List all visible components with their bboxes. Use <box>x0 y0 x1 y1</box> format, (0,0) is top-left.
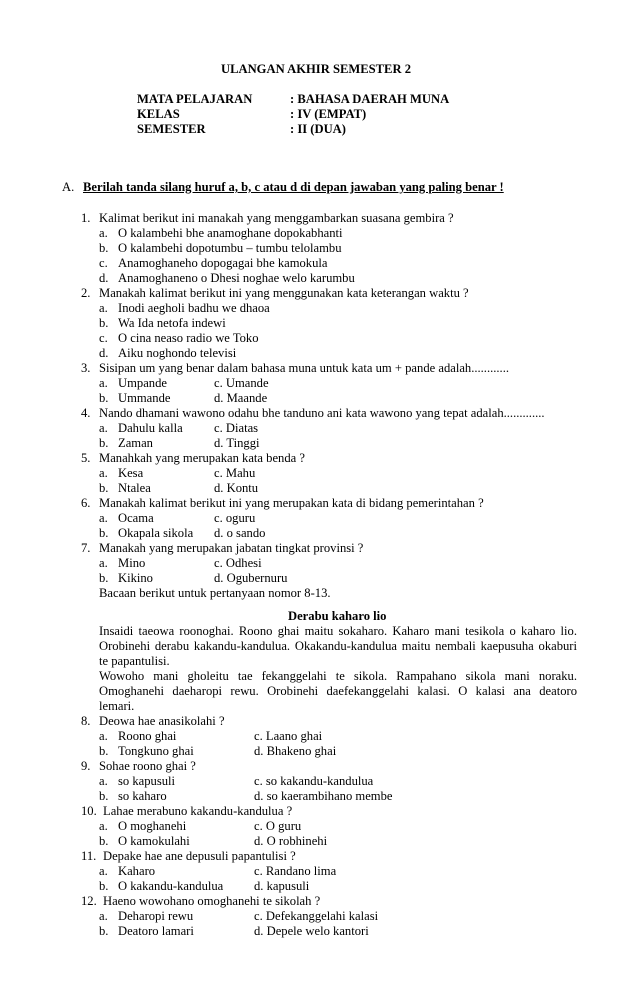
option-text: Deharopi rewu <box>118 909 194 923</box>
option-letter: b. <box>99 834 109 848</box>
option-text: c. O guru <box>254 819 302 833</box>
option-text: c. Defekanggelahi kalasi <box>254 909 379 923</box>
question-number: 12. <box>81 894 97 908</box>
option-text: d. Ogubernuru <box>214 571 288 585</box>
section-letter: A. <box>62 180 75 194</box>
option-letter: b. <box>99 526 109 540</box>
reading-p1-line: Orobinehi derabu kakandu-kandulua. Okakandu-kandulua maitu nembali kaepusuha okaburi <box>99 639 577 653</box>
option-text: Kikino <box>118 571 153 585</box>
option-letter: a. <box>99 301 108 315</box>
info-value-semester: : II (DUA) <box>290 122 346 136</box>
option-text: c. Mahu <box>214 466 256 480</box>
option-text: O kalambehi dopotumbu – tumbu telolambu <box>118 241 342 255</box>
option-text: so kaharo <box>118 789 167 803</box>
option-text: O moghanehi <box>118 819 187 833</box>
option-text: c. Odhesi <box>214 556 262 570</box>
option-text: c. Laano ghai <box>254 729 323 743</box>
question-text: Sisipan um yang benar dalam bahasa muna untuk kata um + pande adalah............ <box>99 361 509 375</box>
option-text: Kesa <box>118 466 144 480</box>
option-text: c. Randano lima <box>254 864 337 878</box>
option-text: O kalambehi bhe anamoghane dopokabhanti <box>118 226 343 240</box>
reading-p1-line: Insaidi taeowa roonoghai. Roono ghai maitu sokaharo. Kaharo mani tesikola o kaharo lio. <box>99 624 577 638</box>
reading-p2-line: Omoghanehi daeharopi rewu. Orobinehi daefekanggelahi kalasi. O kalasi ana deatoro <box>99 684 577 698</box>
option-text: O cina neaso radio we Toko <box>118 331 259 345</box>
option-text: Wa Ida netofa indewi <box>118 316 226 330</box>
option-text: Anamoghaneho dopogagai bhe kamokula <box>118 256 328 270</box>
option-text: d. Tinggi <box>214 436 260 450</box>
option-text: c. oguru <box>214 511 256 525</box>
reading-intro: Bacaan berikut untuk pertanyaan nomor 8-13. <box>99 586 331 600</box>
option-text: Deatoro lamari <box>118 924 194 938</box>
option-text: d. Kontu <box>214 481 259 495</box>
question-number: 2. <box>81 286 91 300</box>
question-text: Manahkah yang merupakan kata benda ? <box>99 451 305 465</box>
option-letter: a. <box>99 376 108 390</box>
option-text: d. O robhinehi <box>254 834 328 848</box>
question-text: Depake hae ane depusuli papantulisi ? <box>103 849 296 863</box>
option-text: d. Maande <box>214 391 268 405</box>
option-text: Aiku noghondo televisi <box>118 346 237 360</box>
page-title: ULANGAN AKHIR SEMESTER 2 <box>221 62 411 76</box>
option-text: so kapusuli <box>118 774 176 788</box>
option-letter: a. <box>99 774 108 788</box>
option-letter: a. <box>99 226 108 240</box>
info-label-class: KELAS <box>137 107 180 121</box>
question-text: Deowa hae anasikolahi ? <box>99 714 225 728</box>
question-number: 5. <box>81 451 91 465</box>
option-text: O kakandu-kandulua <box>118 879 224 893</box>
option-letter: a. <box>99 511 108 525</box>
option-text: d. Bhakeno ghai <box>254 744 337 758</box>
question-number: 4. <box>81 406 91 420</box>
option-letter: a. <box>99 864 108 878</box>
info-label-semester: SEMESTER <box>137 122 206 136</box>
option-text: Roono ghai <box>118 729 177 743</box>
option-text: d. kapusuli <box>254 879 310 893</box>
option-text: c. Diatas <box>214 421 259 435</box>
reading-p2-line: lemari. <box>99 699 135 713</box>
option-letter: c. <box>99 256 108 270</box>
option-text: Ummande <box>118 391 171 405</box>
option-letter: a. <box>99 421 108 435</box>
option-letter: a. <box>99 909 108 923</box>
option-text: Ocama <box>118 511 154 525</box>
option-letter: b. <box>99 391 109 405</box>
question-number: 6. <box>81 496 91 510</box>
option-letter: d. <box>99 346 109 360</box>
option-letter: a. <box>99 819 108 833</box>
option-letter: b. <box>99 571 109 585</box>
option-text: d. Depele welo kantori <box>254 924 369 938</box>
option-text: Kaharo <box>118 864 156 878</box>
option-text: Inodi aegholi badhu we dhaoa <box>118 301 270 315</box>
question-number: 9. <box>81 759 91 773</box>
question-text: Lahae merabuno kakandu-kandulua ? <box>103 804 293 818</box>
option-text: Mino <box>118 556 146 570</box>
info-value-subject: : BAHASA DAERAH MUNA <box>290 92 450 106</box>
option-letter: a. <box>99 556 108 570</box>
option-text: c. so kakandu-kandulua <box>254 774 374 788</box>
option-letter: b. <box>99 924 109 938</box>
option-text: Tongkuno ghai <box>118 744 194 758</box>
question-number: 11. <box>81 849 97 863</box>
question-number: 10. <box>81 804 97 818</box>
question-number: 3. <box>81 361 91 375</box>
option-text: Okapala sikola <box>118 526 194 540</box>
question-text: Manakah kalimat berikut ini yang merupakan kata di bidang pemerintahan ? <box>99 496 484 510</box>
question-number: 1. <box>81 211 91 225</box>
option-text: Anamoghaneno o Dhesi noghae welo karumbu <box>118 271 355 285</box>
reading-title: Derabu kaharo lio <box>288 609 387 623</box>
question-text: Manakah yang merupakan jabatan tingkat provinsi ? <box>99 541 364 555</box>
question-text: Nando dhamani wawono odahu bhe tanduno ani kata wawono yang tepat adalah............. <box>99 406 545 420</box>
option-text: Dahulu kalla <box>118 421 183 435</box>
info-label-subject: MATA PELAJARAN <box>137 92 253 106</box>
reading-p2-line: Wowoho mani gholeitu tae fekanggelahi te sikola. Rampahano sikola mani noraku. <box>99 669 577 683</box>
option-text: c. Umande <box>214 376 269 390</box>
option-text: d. o sando <box>214 526 266 540</box>
option-text: Zaman <box>118 436 153 450</box>
option-letter: a. <box>99 729 108 743</box>
option-text: d. so kaerambihano membe <box>254 789 393 803</box>
option-letter: b. <box>99 316 109 330</box>
option-letter: d. <box>99 271 109 285</box>
question-number: 7. <box>81 541 91 555</box>
option-letter: c. <box>99 331 108 345</box>
info-value-class: : IV (EMPAT) <box>290 107 367 121</box>
option-letter: b. <box>99 879 109 893</box>
option-letter: b. <box>99 481 109 495</box>
option-letter: b. <box>99 789 109 803</box>
option-letter: b. <box>99 436 109 450</box>
question-text: Sohae roono ghai ? <box>99 759 196 773</box>
option-letter: a. <box>99 466 108 480</box>
reading-p1-line: te papantulisi. <box>99 654 170 668</box>
option-text: Ntalea <box>118 481 151 495</box>
section-instruction: Berilah tanda silang huruf a, b, c atau d di depan jawaban yang paling benar ! <box>83 180 504 194</box>
question-text: Manakah kalimat berikut ini yang menggunakan kata keterangan waktu ? <box>99 286 469 300</box>
question-number: 8. <box>81 714 91 728</box>
option-text: O kamokulahi <box>118 834 190 848</box>
question-text: Haeno wowohano omoghanehi te sikolah ? <box>103 894 321 908</box>
option-text: Umpande <box>118 376 167 390</box>
question-text: Kalimat berikut ini manakah yang menggambarkan suasana gembira ? <box>99 211 454 225</box>
option-letter: b. <box>99 241 109 255</box>
option-letter: b. <box>99 744 109 758</box>
